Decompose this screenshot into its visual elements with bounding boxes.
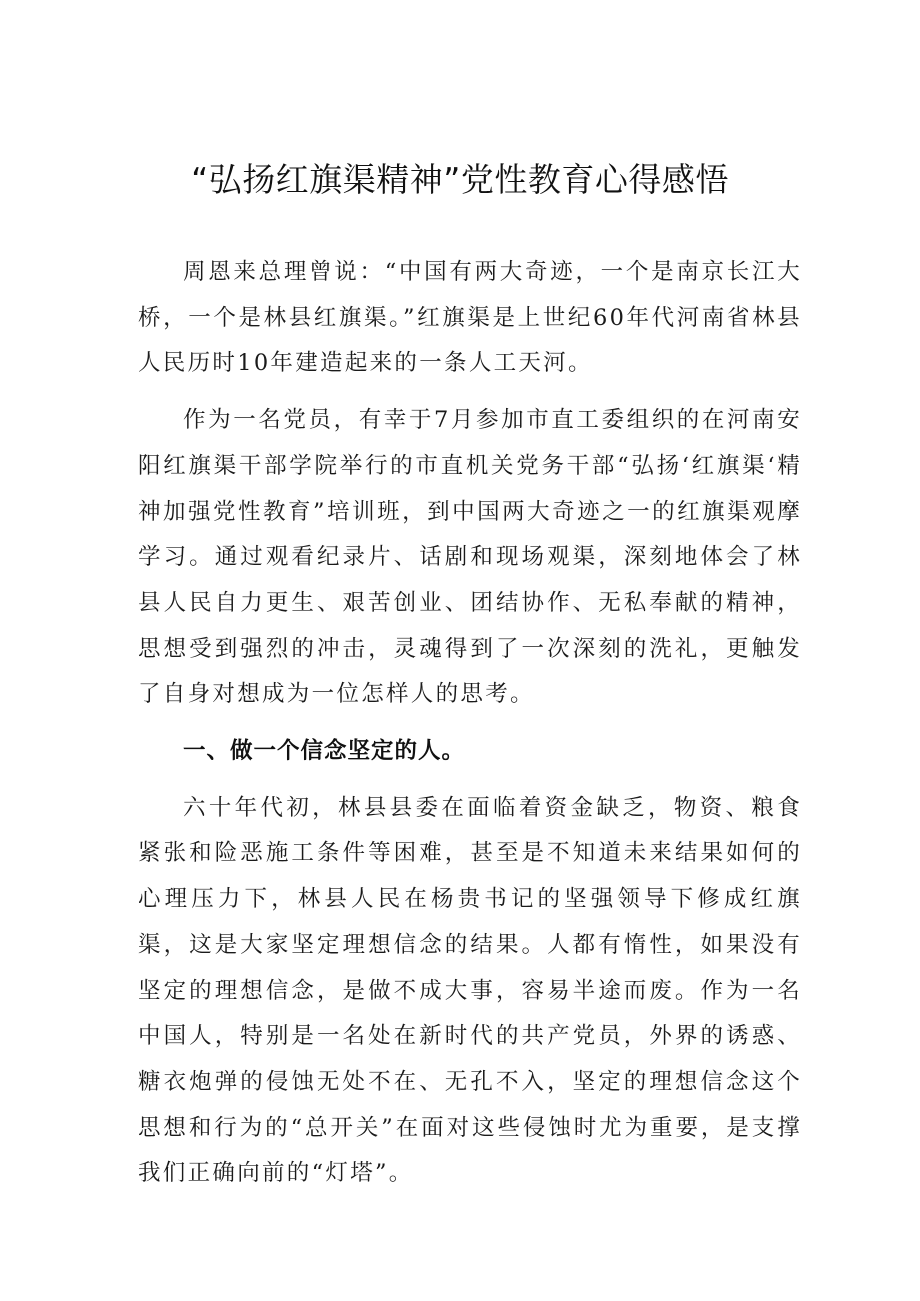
document-body <box>138 250 802 1208</box>
section-heading: 一、做一个信念坚定的人。 <box>183 738 466 765</box>
document-title: “弘扬红旗渠精神”党性教育心得感悟 <box>191 160 729 199</box>
paragraph: 作为一名党员，有幸于7月参加市直工委组织的在河南安阳红旗渠干部学院举行的市直机关党务干部“弘扬‘红旗渠‘精神加强党性教育”培训班，到中国两大奇迹之一的红旗渠观摩学习。通过观看纪录片、话剧和现场观渠，深刻地体会了林县人民自力更生、艰苦创业、团结协作、无私奉献的精神，思想受到强烈的冲击，灵魂得到了一次深刻的洗礼，更触发了自身对想成为一位怎样人的思考。 <box>138 407 802 708</box>
paragraph: 六十年代初，林县县委在面临着资金缺乏，物资、粮食紧张和险恶施工条件等困难，甚至是不知道未来结果如何的心理压力下，林县人民在杨贵书记的坚强领导下修成红旗渠，这是大家坚定理想信念的结果。人都有惰性，如果没有坚定的理想信念，是做不成大事，容易半途而废。作为一名中国人，特别是一名处在新时代的共产党员，外界的诱惑、糖衣炮弹的侵蚀无处不在、无孔不入，坚定的理想信念这个思想和行为的“总开关”在面对这些侵蚀时尤为重要，是支撑我们正确向前的“灯塔”。 <box>138 794 802 1187</box>
paragraph: 周恩来总理曾说：“中国有两大奇迹，一个是南京长江大桥，一个是林县红旗渠。”红旗渠是上世纪60年代河南省林县人民历时10年建造起来的一条人工天河。 <box>138 259 802 377</box>
